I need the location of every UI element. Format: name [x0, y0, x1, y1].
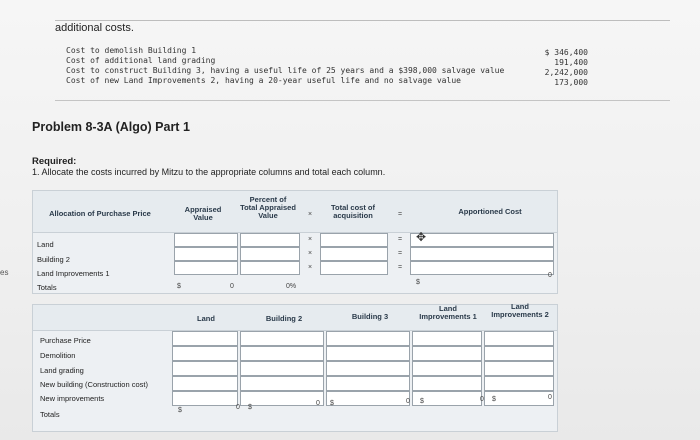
- apportioned-input-land[interactable]: [410, 233, 554, 247]
- land-input-new-improvements[interactable]: [172, 391, 238, 406]
- equals-operator: =: [398, 250, 403, 257]
- land-improvements-2-input-demolition[interactable]: [484, 346, 554, 361]
- row-land: Land: [37, 240, 54, 249]
- land-improvements-1-input-land-grading[interactable]: [412, 361, 482, 376]
- appraised-total-value: 0: [230, 283, 234, 290]
- cost-item-label: Cost to construct Building 3, having a useful life of 25 years and a $398,000 salvage value: [66, 66, 505, 75]
- row-demolition: Demolition: [40, 351, 76, 360]
- header-building-3: Building 3: [351, 312, 389, 321]
- intro-text: additional costs.: [55, 22, 134, 34]
- equals-operator: =: [398, 211, 403, 218]
- row-land-grading: Land grading: [40, 366, 84, 375]
- move-cursor-icon: ✥: [416, 230, 427, 244]
- building-3-input-demolition[interactable]: [326, 346, 410, 361]
- multiply-operator: ×: [308, 236, 313, 243]
- equals-operator: =: [398, 264, 403, 271]
- row-purchase-price: Purchase Price: [40, 336, 91, 345]
- total-cost-input-building-2[interactable]: [320, 247, 388, 261]
- building-3-input-new-improvements[interactable]: [326, 391, 410, 406]
- building-2-input-land-grading[interactable]: [240, 361, 324, 376]
- appraised-input-land[interactable]: [174, 233, 238, 247]
- apportioned-input-building-2[interactable]: [410, 247, 554, 261]
- cost-items-amounts: [520, 48, 588, 88]
- multiply-operator: ×: [308, 250, 313, 257]
- building-2-input-purchase-price[interactable]: [240, 331, 324, 346]
- cost-item-amount: 173,000: [554, 78, 588, 87]
- cost-items-labels: [66, 46, 536, 86]
- top-divider: [55, 20, 670, 21]
- cost-item-label: Cost of additional land grading: [66, 56, 216, 65]
- row-building-2: Building 2: [37, 255, 70, 264]
- land-total-value: 0: [236, 404, 240, 411]
- row-new-building: New building (Construction cost): [40, 380, 148, 389]
- land-input-land-grading[interactable]: [172, 361, 238, 376]
- building-2-input-demolition[interactable]: [240, 346, 324, 361]
- cost-item-label: Cost of new Land Improvements 2, having a 20-year useful life and no salvage value: [66, 76, 461, 85]
- cost-item-amount: 2,242,000: [544, 68, 588, 77]
- header-land-improvements-2: Land Improvements 2: [491, 302, 549, 319]
- multiply-operator: ×: [308, 264, 313, 271]
- building-3-input-land-grading[interactable]: [326, 361, 410, 376]
- header-land-improvements-1: Land Improvements 1: [419, 304, 477, 321]
- land-input-demolition[interactable]: [172, 346, 238, 361]
- land-input-new-building[interactable]: [172, 376, 238, 391]
- header-land: Land: [197, 314, 215, 323]
- cost-item-amount: 191,400: [554, 58, 588, 67]
- building-3-total-dollar: $: [330, 400, 334, 407]
- intro-bottom-divider: [55, 100, 670, 101]
- land-improvements-1-total-value: 0: [480, 396, 484, 403]
- percent-input-building-2[interactable]: [240, 247, 300, 261]
- problem-title: Problem 8-3A (Algo) Part 1: [32, 120, 190, 134]
- required-label: Required:: [32, 156, 77, 167]
- header-allocation: Allocation of Purchase Price: [49, 209, 151, 218]
- row-totals: Totals: [37, 283, 57, 292]
- building-2-total-value: 0: [316, 400, 320, 407]
- header-appraised-value: Appraised Value: [184, 205, 222, 222]
- total-cost-input-land[interactable]: [320, 233, 388, 247]
- total-cost-input-land-improvements-1[interactable]: [320, 261, 388, 275]
- appraised-input-land-improvements-1[interactable]: [174, 261, 238, 275]
- apportioned-total-value: 0: [548, 272, 552, 279]
- percent-total-value: 0%: [286, 283, 297, 290]
- appraised-total-dollar: $: [177, 283, 181, 290]
- building-3-total-value: 0: [406, 398, 410, 405]
- multiply-operator: ×: [308, 211, 313, 218]
- land-improvements-1-total-dollar: $: [420, 398, 424, 405]
- land-improvements-1-input-new-building[interactable]: [412, 376, 482, 391]
- header-building-2: Building 2: [265, 314, 303, 323]
- building-2-input-new-improvements[interactable]: [240, 391, 324, 406]
- header-apportioned-cost: Apportioned Cost: [458, 207, 522, 216]
- row-new-improvements: New improvements: [40, 394, 105, 403]
- row-totals: Totals: [40, 410, 60, 419]
- land-improvements-1-input-demolition[interactable]: [412, 346, 482, 361]
- equals-operator: =: [398, 236, 403, 243]
- apportioned-input-land-improvements-1[interactable]: [410, 261, 554, 275]
- land-improvements-2-input-land-grading[interactable]: [484, 361, 554, 376]
- land-input-purchase-price[interactable]: [172, 331, 238, 346]
- appraised-input-building-2[interactable]: [174, 247, 238, 261]
- building-3-input-purchase-price[interactable]: [326, 331, 410, 346]
- building-2-total-dollar: $: [248, 404, 252, 411]
- percent-input-land[interactable]: [240, 233, 300, 247]
- cost-item-amount: $ 346,400: [544, 48, 588, 57]
- building-2-input-new-building[interactable]: [240, 376, 324, 391]
- land-improvements-2-total-dollar: $: [492, 396, 496, 403]
- land-improvements-1-input-purchase-price[interactable]: [412, 331, 482, 346]
- edge-fragment: es: [0, 268, 9, 277]
- cost-item-label: Cost to demolish Building 1: [66, 46, 197, 55]
- building-3-input-new-building[interactable]: [326, 376, 410, 391]
- header-percent-total: Percent of Total Appraised Value: [240, 195, 296, 220]
- row-land-improvements-1: Land Improvements 1: [37, 269, 110, 278]
- percent-input-land-improvements-1[interactable]: [240, 261, 300, 275]
- apportioned-total-dollar: $: [416, 279, 420, 286]
- land-improvements-2-total-value: 0: [548, 394, 552, 401]
- land-improvements-2-input-purchase-price[interactable]: [484, 331, 554, 346]
- instruction-text: 1. Allocate the costs incurred by Mitzu to the appropriate columns and total each column.: [32, 167, 386, 177]
- header-total-cost: Total cost of acquisition: [330, 203, 376, 220]
- land-total-dollar: $: [178, 407, 182, 414]
- land-improvements-2-input-new-building[interactable]: [484, 376, 554, 391]
